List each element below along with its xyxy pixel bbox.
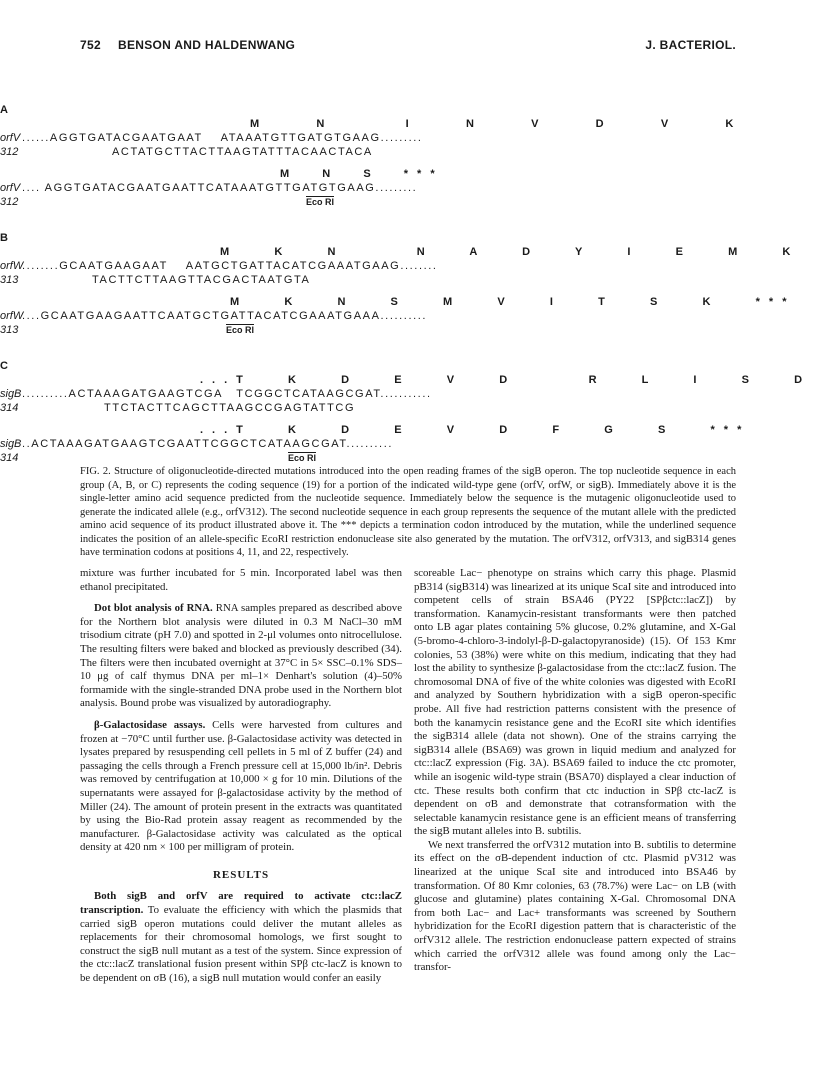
journal-name: J. BACTERIOL. <box>645 38 736 52</box>
panel-b-oligo: TACTTCTTAAGTTACGACTAATGTA <box>92 274 311 286</box>
panel-c-letter: C <box>0 360 8 372</box>
panel-b-seq-mutant: ....GCAATGAAGAATTCAATGCTGATTACATCGAAATGAAA.......... <box>22 310 428 322</box>
panel-c-gene-label-2: sigB <box>0 438 22 450</box>
figure-2 <box>0 104 812 466</box>
section-heading-results: RESULTS <box>212 868 270 881</box>
panel-b-aa-mutant: M K N S M V I T S K *** <box>230 296 796 308</box>
right-column <box>414 567 736 975</box>
paragraph: RNA samples prepared as described above for the Northern blot analysis were diluted in 0.3 M NaCl–30 mM trisodium citrate (pH 7.0) and spotted in 2-μl volumes onto nitrocellulose. The resulting filters were baked and blocked as previously described (34). The filters were then incubated overnight at 37°C in 5× SSC–0.1% SDS–10 μg of calf thymus DNA per ml–1× Denhart's solution (4)–50% formamide with the single-stranded DNA probe used in the Northern blot analysis. Bound probe was visualized by autoradiography. <box>80 602 402 710</box>
panel-b-allele-number: 313 <box>0 274 19 286</box>
panel-b-gene-label: orfW <box>0 260 24 272</box>
panel-b-aa-wildtype: M K N N A D Y I E M K <box>220 246 800 258</box>
page-number: 752 <box>80 38 101 52</box>
panel-a-seq-mutant: .... AGGTGATACGAATGAATTCATAAATGTTGATGTGAAG......... <box>22 182 418 194</box>
panel-c-ecori-label: Eco RI <box>288 453 317 463</box>
subheading-sigb-orfv: Both sigB and orfV are required to activate ctc::lacZ transcription. <box>80 890 402 917</box>
panel-a-gene-label-2: orfV <box>0 182 21 194</box>
panel-c-allele-number: 314 <box>0 402 19 414</box>
panel-b-seq-wildtype: ........GCAATGAAGAAT AATGCTGATTACATCGAAATGAAG........ <box>22 260 438 272</box>
panel-b-ecori-label: Eco RI <box>226 325 255 335</box>
left-column <box>80 567 402 986</box>
paragraph: Cells were harvested from cultures and frozen at −70°C until further use. β-Galactosidase activity was detected in lysates prepared by resuspending cell pellets in 5 ml of Z buffer (24) and passaging the cells through a French pressure cell at 15,000 lb/in². Debris was removed by centrifugation at 10,000 × g for 10 min. Dilutions of the supernatants were assayed for β-galactosidase activity by the method of Miller (24). The amount of protein present in the extracts was quantitated by using the Bio-Rad protein assay reagent as recommended by the manufacturer. β-Galactosidase activity was calculated as the optical density at 420 nm × 100 per milligram of protein. <box>80 718 403 854</box>
subheading-beta-gal: β-Galactosidase assays. <box>94 718 206 731</box>
panel-b-letter: B <box>0 232 8 244</box>
running-authors: BENSON AND HALDENWANG <box>118 38 296 52</box>
paragraph: We next transferred the orfV312 mutation into B. subtilis to determine its effect on the σB-dependent induction of ctc. Plasmid pV312 was linearized at the unique ScaI site and introduced into BSA46 by transformation. Of 80 Kmr colonies, 63 (78.7%) were Lac− on LB (with glucose and glutamine) plates containing X-Gal. Chromosomal DNA from both Lac− and Lac+ transformants was screened by Southern hybridization for the EcoRI digestion pattern that is characteristic of the orfV312 allele. The restriction endonuclease pattern expected of strains which carried the orfV312 allele was found among only the Lac− transfor- <box>414 838 736 974</box>
panel-a-seq-wildtype: ......AGGTGATACGAATGAAT ATAAATGTTGATGTGAAG......... <box>22 132 423 144</box>
panel-c-allele-number-2: 314 <box>0 452 19 464</box>
panel-c-aa-mutant: ...T K D E V D F G S *** <box>200 424 751 436</box>
panel-c-aa-wildtype: ...T K D E V D R L I S D <box>200 374 812 386</box>
panel-c-gene-label: sigB <box>0 388 22 400</box>
subheading-dot-blot: Dot blot analysis of RNA. <box>94 602 213 615</box>
panel-a-aa-wildtype: M N I N V D V K <box>250 118 743 130</box>
paragraph: mixture was further incubated for 5 min. Incorporated label was then ethanol precipitated. <box>80 567 402 593</box>
paragraph: To evaluate the efficiency with which the plasmids that carried sigB operon mutations could deliver the mutant alleles as replacements for their chromosomal homologs, we first sought to construct the sigB null mutant as a test of the system. Since expression of the ctc::lacZ translational fusion present within SPβ ctc-lacZ is known to be dependent on σB (16), a sigB null mutation would confer an easily <box>80 904 402 985</box>
panel-b-allele-number-2: 313 <box>0 324 19 336</box>
panel-b-gene-label-2: orfW <box>0 310 24 322</box>
panel-a-allele-number-2: 312 <box>0 196 19 208</box>
panel-a-allele-number: 312 <box>0 146 19 158</box>
panel-a-oligo: ACTATGCTTACTTAAGTATTTACAACTACA <box>112 146 373 158</box>
paragraph: scoreable Lac− phenotype on strains which carry this phage. Plasmid pB314 (sigB314) was linearized at its unique ScaI site and introduced into competent cells of strain BSA46 (PY22 [SPβctc::lacZ]) by transformation. Kanamycin-resistant transformants were then patched onto LB agar plates containing 5% glucose, 0.2% glutamine, and X-Gal (5-bromo-4-chloro-3-indolyl-β-D-galactopyranoside) (15). Of 153 Kmr colonies, 53 (38%) were white on this medium, indicating that they had lost the ability to synthesize β-galactosidase from the ctc::lacZ fusion. The chromosomal DNA of five of the white colonies was digested with EcoRI and analyzed by Southern hybridization with a sigB operon-specific probe. All five had restriction patterns consistent with the presence of both the kanamycin resistance gene and the EcoRI site which identifies the sigB314 allele (data not shown). One of the strains carrying the sigB314 allele (BSA69) was grown in liquid medium and analyzed for ctc::lacZ expression (Fig. 3A). BSA69 failed to induce the ctc promoter, while an isogenic wild-type strain (BSA70) displayed a clear induction of ctc. These results both confirm that ctc induction in SPβ ctc-lacZ is dependent on σB and demonstrate that cotransformation with the selectable kanamycin resistance gene is an efficient means of transferring the sigB mutant alleles into B. subtilis. <box>414 567 736 838</box>
figure-caption: FIG. 2. Structure of oligonucleotide-directed mutations introduced into the open reading frames of the sigB operon. The top nucleotide sequence in each group (A, B, or C) represents the coding sequence (19) for a portion of the indicated wild-type gene (orfV, orfW, or sigB). Immediately above it is the single-letter amino acid sequence predicted from the nucleotide sequence. Immediately below the sequence is the mutagenic oligonucleotide used to generate the indicated allele (e.g., orfV312). The second nucleotide sequence in each group represents the sequence of the mutant allele with the predicted amino acid sequence of its product illustrated above it. The *** depicts a termination codon introduced by the mutation, while the underlined sequence indicates the position of an allele-specific EcoRI restriction endonuclease site also generated by the mutation. The orfV312, orfV313, and sigB314 genes have termination codons at positions 4, 11, and 22, respectively. <box>80 466 736 558</box>
panel-a-ecori-label: Eco RI <box>306 197 335 207</box>
panel-c-oligo: TTCTACTTCAGCTTAAGCCGAGTATTCG <box>104 402 356 414</box>
panel-a-gene-label: orfV <box>0 132 21 144</box>
panel-c-seq-wildtype: ..........ACTAAAGATGAAGTCGA TCGGCTCATAAGCGAT........... <box>22 388 432 400</box>
panel-c-seq-mutant: ..ACTAAAGATGAAGTCGAATTCGGCTCATAAGCGAT.......... <box>22 438 394 450</box>
panel-a-letter: A <box>0 104 8 116</box>
panel-a-aa-mutant: M N S *** <box>280 168 444 180</box>
